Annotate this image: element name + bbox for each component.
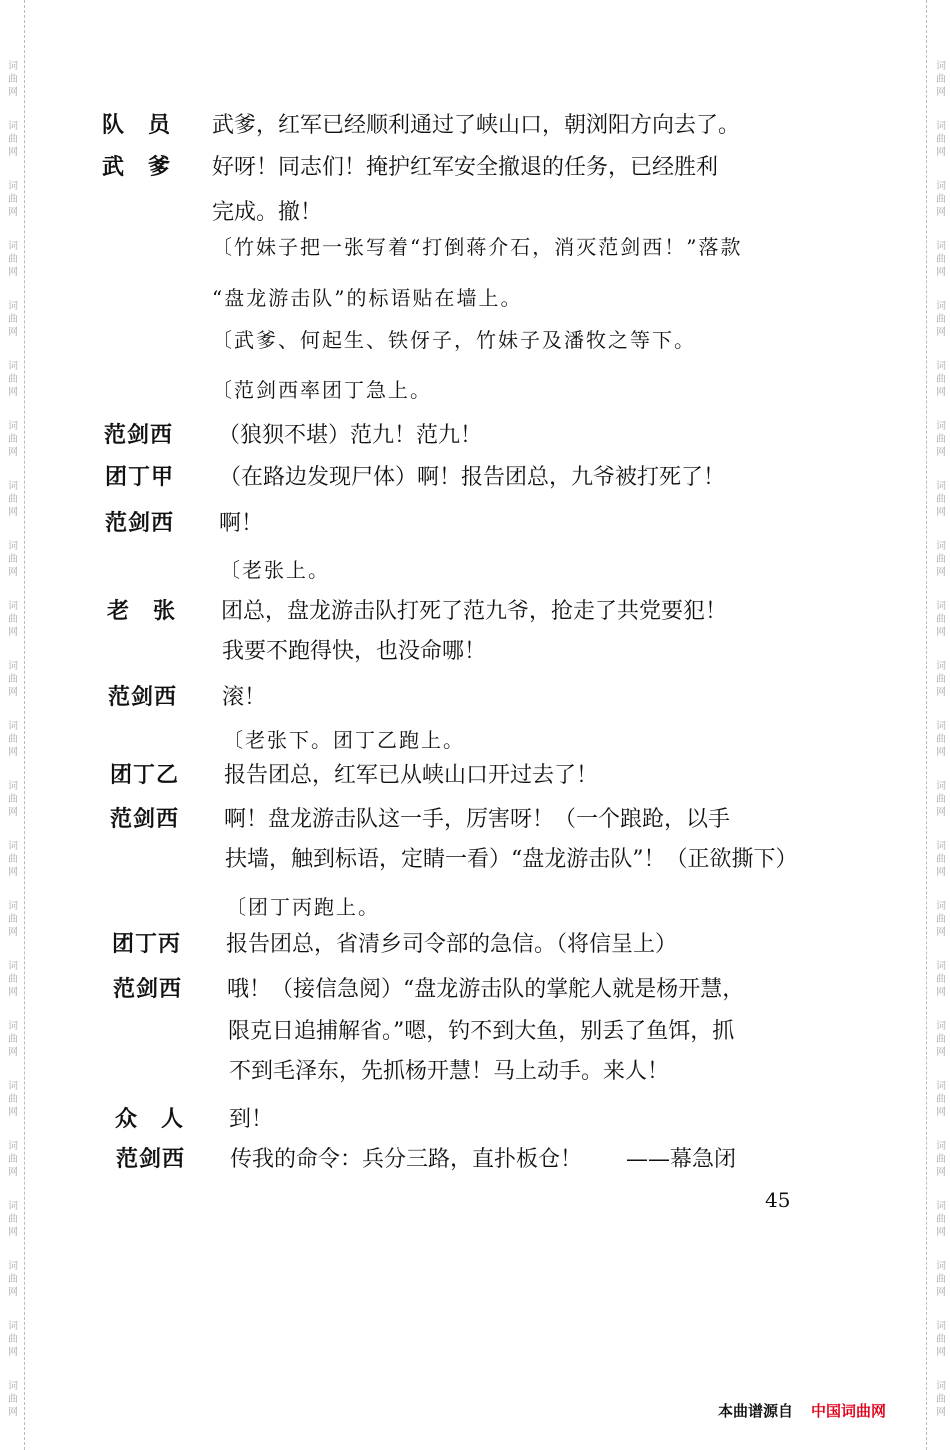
watermark-char: 词: [8, 901, 18, 912]
right-watermark: [934, 60, 948, 99]
watermark-char: 词: [8, 961, 18, 972]
watermark-char: 曲: [8, 494, 18, 505]
dialogue-text: 滚！: [222, 685, 267, 710]
stage-direction: “盘龙游击队”的标语贴在墙上。: [212, 286, 523, 310]
watermark-char: 曲: [936, 74, 946, 85]
watermark-char: 词: [8, 661, 18, 672]
watermark-char: 网: [936, 687, 946, 698]
watermark-char: 曲: [8, 1154, 18, 1165]
watermark-char: 词: [8, 481, 18, 492]
watermark-char: 曲: [936, 554, 946, 565]
dialogue-text: 武爹，红军已经顺利通过了峡山口，朝浏阳方向去了。: [212, 113, 741, 138]
speaker-name: 老 张: [107, 599, 177, 624]
script-line: [0, 148, 950, 188]
watermark-char: 曲: [8, 74, 18, 85]
watermark-char: 词: [936, 1261, 946, 1272]
watermark-char: 网: [936, 327, 946, 338]
right-watermark: [934, 1260, 948, 1299]
watermark-char: 词: [8, 541, 18, 552]
watermark-char: 网: [936, 507, 946, 518]
watermark-char: 曲: [936, 734, 946, 745]
watermark-char: 网: [936, 1167, 946, 1178]
watermark-char: 网: [8, 1287, 18, 1298]
watermark-char: 词: [8, 61, 18, 72]
stage-direction: 〔团丁丙跑上。: [226, 895, 380, 919]
watermark-char: 网: [8, 1407, 18, 1418]
script-line: [0, 1140, 950, 1180]
watermark-char: 词: [936, 601, 946, 612]
watermark-char: 词: [8, 181, 18, 192]
watermark-char: 网: [936, 807, 946, 818]
watermark-char: 网: [936, 1287, 946, 1298]
watermark-char: 网: [8, 327, 18, 338]
watermark-char: 网: [8, 387, 18, 398]
watermark-char: 网: [8, 807, 18, 818]
watermark-char: 词: [936, 961, 946, 972]
watermark-char: 网: [936, 207, 946, 218]
watermark-char: 网: [8, 87, 18, 98]
watermark-char: 网: [8, 207, 18, 218]
watermark-char: 网: [8, 867, 18, 878]
watermark-char: 网: [936, 1047, 946, 1058]
script-line: [0, 370, 950, 410]
watermark-char: 曲: [8, 1334, 18, 1345]
watermark-char: 词: [8, 601, 18, 612]
watermark-char: 词: [936, 841, 946, 852]
watermark-char: 网: [8, 267, 18, 278]
dialogue-text: 不到毛泽东，先抓杨开慧！马上动手。来人！: [229, 1059, 670, 1084]
watermark-char: 词: [8, 1081, 18, 1092]
script-line: [0, 756, 950, 796]
watermark-char: 词: [936, 181, 946, 192]
watermark-char: 曲: [936, 134, 946, 145]
watermark-char: 网: [8, 987, 18, 998]
watermark-char: 曲: [936, 1094, 946, 1105]
watermark-char: 词: [936, 1201, 946, 1212]
speaker-name: 团丁甲: [105, 465, 175, 490]
script-line: [0, 278, 950, 318]
watermark-char: 词: [936, 901, 946, 912]
watermark-char: 曲: [8, 254, 18, 265]
watermark-char: 词: [936, 541, 946, 552]
script-line: [0, 458, 950, 498]
watermark-char: 网: [936, 1407, 946, 1418]
watermark-char: 词: [936, 721, 946, 732]
watermark-char: 曲: [936, 194, 946, 205]
watermark-char: 曲: [8, 1274, 18, 1285]
watermark-char: 网: [8, 507, 18, 518]
watermark-char: 网: [8, 447, 18, 458]
watermark-char: 网: [936, 747, 946, 758]
watermark-char: 曲: [936, 1154, 946, 1165]
stage-direction: 〔老张上。: [220, 558, 330, 582]
watermark-char: 曲: [8, 1094, 18, 1105]
watermark-char: 词: [936, 1321, 946, 1332]
watermark-char: 曲: [936, 614, 946, 625]
script-line: [0, 887, 950, 927]
speaker-name: 范剑西: [105, 511, 175, 536]
watermark-char: 网: [936, 867, 946, 878]
watermark-char: 网: [936, 567, 946, 578]
stage-direction: 〔竹妹子把一张写着“打倒蒋介石，消灭范剑西！”落款: [212, 235, 743, 259]
dialogue-text: 限克日追捕解省。”嗯，钓不到大鱼，别丢了鱼饵，抓: [228, 1019, 735, 1044]
watermark-char: 曲: [8, 1394, 18, 1405]
watermark-char: 曲: [936, 494, 946, 505]
watermark-char: 词: [8, 1321, 18, 1332]
stage-direction: 〔武爹、何起生、铁伢子，竹妹子及潘牧之等下。: [212, 328, 696, 352]
watermark-char: 曲: [936, 974, 946, 985]
watermark-char: 曲: [8, 674, 18, 685]
right-watermark: [934, 1380, 948, 1419]
left-watermark: [6, 1200, 20, 1239]
watermark-char: 曲: [936, 1214, 946, 1225]
watermark-char: 词: [936, 1081, 946, 1092]
watermark-char: 词: [8, 421, 18, 432]
speaker-name: 团丁乙: [110, 763, 180, 788]
watermark-char: 词: [8, 1141, 18, 1152]
watermark-char: 网: [936, 627, 946, 638]
watermark-char: 曲: [936, 794, 946, 805]
footer-source-link[interactable]: 中国词曲网: [811, 1402, 887, 1420]
watermark-char: 词: [936, 1141, 946, 1152]
watermark-char: 词: [936, 241, 946, 252]
script-line: [0, 632, 950, 672]
watermark-char: 网: [936, 267, 946, 278]
watermark-char: 曲: [8, 374, 18, 385]
speaker-name: 众 人: [115, 1107, 185, 1132]
watermark-char: 网: [936, 387, 946, 398]
watermark-char: 网: [936, 147, 946, 158]
watermark-char: 网: [936, 987, 946, 998]
watermark-char: 曲: [936, 434, 946, 445]
watermark-char: 网: [8, 1047, 18, 1058]
speaker-name: 团丁丙: [112, 932, 182, 957]
watermark-char: 曲: [8, 794, 18, 805]
watermark-char: 词: [936, 661, 946, 672]
watermark-char: 词: [936, 121, 946, 132]
script-line: [0, 320, 950, 360]
watermark-char: 网: [8, 747, 18, 758]
watermark-char: 词: [936, 781, 946, 792]
script-line: [0, 106, 950, 146]
script-line: [0, 840, 950, 880]
script-line: [0, 1012, 950, 1052]
watermark-char: 词: [8, 1381, 18, 1392]
watermark-char: 曲: [936, 674, 946, 685]
footer-prefix: 本曲谱源自: [718, 1402, 794, 1420]
watermark-char: 曲: [8, 434, 18, 445]
watermark-char: 曲: [936, 314, 946, 325]
stage-direction: 〔老张下。团丁乙跑上。: [223, 728, 465, 752]
watermark-char: 词: [936, 1021, 946, 1032]
dialogue-text: 我要不跑得快，也没命哪！: [222, 639, 487, 664]
watermark-char: 曲: [8, 914, 18, 925]
dialogue-text: （在路边发现尸体）啊！报告团总，九爷被打死了！: [219, 465, 726, 490]
script-line: [0, 550, 950, 590]
right-watermark: [934, 1320, 948, 1359]
dialogue-text: 啊！: [219, 511, 264, 536]
script-line: [0, 720, 950, 760]
watermark-char: 网: [8, 567, 18, 578]
dialogue-text: 完成。撤！: [212, 200, 323, 225]
script-line: [0, 592, 950, 632]
watermark-char: 网: [8, 1167, 18, 1178]
dialogue-text: 好呀！同志们！掩护红军安全撤退的任务，已经胜利: [212, 155, 719, 180]
dialogue-text: 扶墙，触到标语，定睛一看）“盘龙游击队”！（正欲撕下）: [225, 847, 798, 872]
left-watermark: [6, 1260, 20, 1299]
speaker-name: 范剑西: [104, 423, 174, 448]
watermark-char: 曲: [8, 314, 18, 325]
script-line: [0, 504, 950, 544]
speaker-name: 武 爹: [102, 155, 172, 180]
watermark-char: 网: [8, 1107, 18, 1118]
footer-source: [718, 1400, 886, 1421]
page-number: 45: [765, 1188, 791, 1212]
dialogue-text: 传我的命令：兵分三路，直扑板仓！ ——幕急闭: [230, 1147, 737, 1172]
left-watermark: [6, 60, 20, 99]
watermark-char: 曲: [936, 1394, 946, 1405]
watermark-char: 曲: [8, 974, 18, 985]
watermark-char: 曲: [8, 134, 18, 145]
watermark-char: 词: [936, 361, 946, 372]
speaker-name: 范剑西: [116, 1147, 186, 1172]
watermark-char: 网: [936, 1347, 946, 1358]
watermark-char: 词: [8, 721, 18, 732]
script-line: [0, 800, 950, 840]
watermark-char: 词: [8, 1201, 18, 1212]
watermark-char: 曲: [936, 254, 946, 265]
watermark-char: 曲: [936, 1334, 946, 1345]
watermark-char: 网: [8, 627, 18, 638]
watermark-char: 网: [936, 447, 946, 458]
speaker-name: 范剑西: [113, 977, 183, 1002]
watermark-char: 网: [8, 1227, 18, 1238]
watermark-char: 词: [936, 61, 946, 72]
script-line: [0, 970, 950, 1010]
watermark-char: 曲: [8, 554, 18, 565]
watermark-char: 曲: [8, 854, 18, 865]
watermark-char: 网: [8, 147, 18, 158]
watermark-char: 曲: [8, 614, 18, 625]
watermark-char: 网: [936, 87, 946, 98]
stage-direction: 〔范剑西率团丁急上。: [212, 378, 432, 402]
dialogue-text: 啊！盘龙游击队这一手，厉害呀！（一个踉跄，以手: [224, 807, 731, 832]
watermark-char: 曲: [8, 1214, 18, 1225]
watermark-char: 曲: [936, 854, 946, 865]
watermark-char: 曲: [8, 194, 18, 205]
watermark-char: 曲: [8, 1034, 18, 1045]
watermark-char: 词: [936, 301, 946, 312]
speaker-name: 范剑西: [108, 685, 178, 710]
dialogue-text: 团总，盘龙游击队打死了范九爷，抢走了共党要犯！: [221, 599, 728, 624]
script-line: [0, 1052, 950, 1092]
watermark-char: 曲: [936, 914, 946, 925]
script-line: [0, 1100, 950, 1140]
watermark-char: 曲: [8, 734, 18, 745]
watermark-char: 词: [8, 1021, 18, 1032]
dialogue-text: 到！: [229, 1107, 274, 1132]
watermark-char: 曲: [936, 1034, 946, 1045]
watermark-char: 词: [8, 1261, 18, 1272]
speaker-name: 队 员: [102, 113, 172, 138]
script-line: [0, 227, 950, 267]
watermark-char: 词: [8, 301, 18, 312]
watermark-char: 词: [8, 361, 18, 372]
dialogue-text: 哦！（接信急阅）“盘龙游击队的掌舵人就是杨开慧，: [227, 977, 745, 1002]
dialogue-text: 报告团总，省清乡司令部的急信。（将信呈上）: [226, 932, 678, 957]
watermark-char: 网: [936, 1227, 946, 1238]
watermark-char: 网: [8, 927, 18, 938]
script-line: [0, 416, 950, 456]
watermark-char: 曲: [936, 1274, 946, 1285]
script-line: [0, 678, 950, 718]
watermark-char: 曲: [936, 374, 946, 385]
watermark-char: 网: [8, 687, 18, 698]
dialogue-text: 报告团总，红军已从峡山口开过去了！: [224, 763, 599, 788]
watermark-char: 词: [936, 1381, 946, 1392]
watermark-char: 词: [936, 481, 946, 492]
speaker-name: 范剑西: [110, 807, 180, 832]
watermark-char: 词: [936, 421, 946, 432]
script-line: [0, 925, 950, 965]
watermark-char: 词: [8, 241, 18, 252]
watermark-char: 网: [936, 927, 946, 938]
dialogue-text: （狼狈不堪）范九！范九！: [218, 423, 483, 448]
watermark-char: 网: [936, 1107, 946, 1118]
right-watermark: [934, 1200, 948, 1239]
left-watermark: [6, 1380, 20, 1419]
watermark-char: 词: [8, 781, 18, 792]
watermark-char: 词: [8, 841, 18, 852]
watermark-char: 词: [8, 121, 18, 132]
left-watermark: [6, 1320, 20, 1359]
watermark-char: 网: [8, 1347, 18, 1358]
